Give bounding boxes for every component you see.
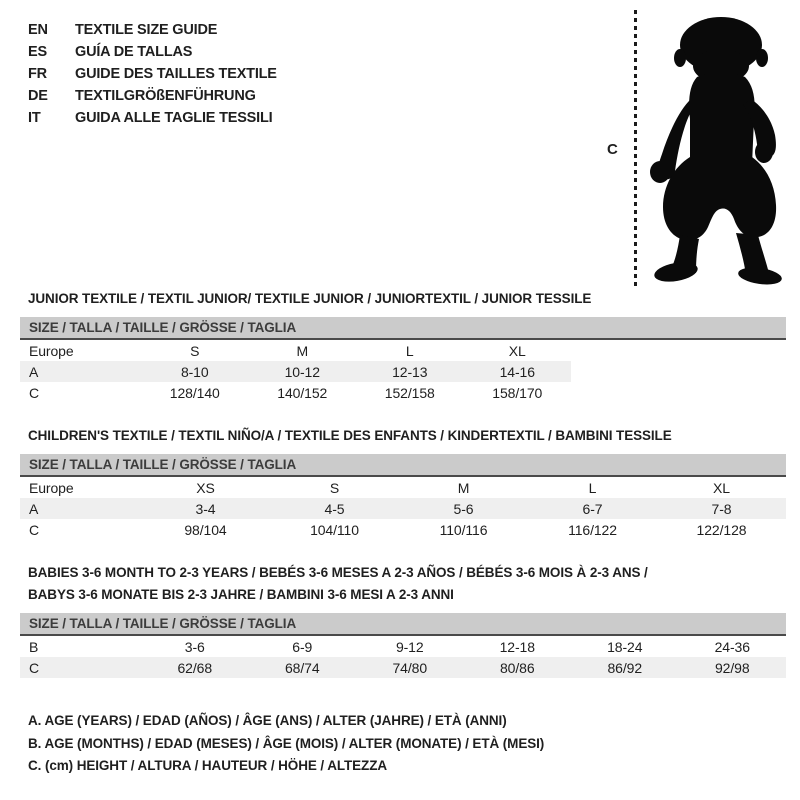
- row-label: A: [20, 361, 141, 382]
- size-value-cell: M: [457, 479, 470, 496]
- row-label: B: [29, 638, 39, 655]
- row-label: A: [20, 498, 141, 519]
- guide-title: TEXTILE SIZE GUIDE: [75, 22, 218, 38]
- guide-title: GUIDE DES TAILLES TEXTILE: [75, 66, 277, 82]
- language-code: IT: [28, 110, 41, 126]
- size-table-row: [20, 498, 786, 519]
- size-table: [20, 636, 786, 678]
- height-measure-dotted-line: [634, 10, 637, 288]
- section-heading-line: JUNIOR TEXTILE / TEXTIL JUNIOR/ TEXTILE JUNIOR / JUNIORTEXTIL / JUNIOR TESSILE: [28, 291, 592, 306]
- language-code: ES: [28, 44, 47, 60]
- section-list: [20, 288, 786, 678]
- guide-title: GUIDA ALLE TAGLIE TESSILI: [75, 110, 273, 126]
- size-value-cell: 12-13: [356, 361, 464, 382]
- size-value-cell: 104/110: [310, 521, 359, 538]
- size-value-cell: 7-8: [657, 498, 786, 519]
- size-value-cell: 86/92: [571, 657, 679, 678]
- size-table: [20, 477, 786, 540]
- size-value-cell: 116/122: [568, 521, 617, 538]
- section-heading-line: CHILDREN'S TEXTILE / TEXTIL NIÑO/A / TEXTILE DES ENFANTS / KINDERTEXTIL / BAMBINI TESSILE: [28, 428, 672, 443]
- language-row: [28, 85, 277, 107]
- size-value-cell: 152/158: [384, 384, 435, 401]
- note-line: C. (cm) HEIGHT / ALTURA / HAUTEUR / HÖHE / ALTEZZA: [28, 758, 387, 773]
- size-value-cell: 62/68: [141, 657, 249, 678]
- section-heading-line: BABYS 3-6 MONATE BIS 2-3 JAHRE / BAMBINI 3-6 MESI A 2-3 ANNI: [28, 587, 454, 602]
- size-value-cell: 140/152: [277, 384, 328, 401]
- legend-notes: [28, 710, 786, 778]
- measurement-figure: [603, 8, 793, 292]
- section-heading-line: BABIES 3-6 MONTH TO 2-3 YEARS / BEBÉS 3-6 MESES A 2-3 AÑOS / BÉBÉS 3-6 MOIS À 2-3 ANS /: [28, 565, 648, 580]
- size-table-row: [20, 340, 571, 361]
- size-value-cell: 24-36: [714, 638, 750, 655]
- size-value-cell: 3-6: [184, 638, 205, 655]
- size-value-cell: 68/74: [249, 657, 357, 678]
- size-value-cell: 10-12: [249, 361, 357, 382]
- size-value-cell: 158/170: [492, 384, 543, 401]
- note-line: A. AGE (YEARS) / EDAD (AÑOS) / ÂGE (ANS) / ALTER (JAHRE) / ETÀ (ANNI): [28, 713, 507, 728]
- size-value-cell: M: [296, 342, 309, 359]
- guide-title: TEXTILGRÖßENFÜHRUNG: [75, 88, 256, 104]
- size-section: [20, 288, 786, 403]
- size-value-cell: 74/80: [356, 657, 464, 678]
- size-value-cell: 18-24: [607, 638, 643, 655]
- language-code: EN: [28, 22, 48, 38]
- size-value-cell: L: [588, 479, 597, 496]
- row-label: C: [29, 521, 40, 538]
- language-code: DE: [28, 88, 48, 104]
- section-heading: [28, 425, 786, 447]
- size-value-cell: S: [190, 342, 200, 359]
- size-value-cell: 12-18: [499, 638, 535, 655]
- row-label: C: [29, 384, 40, 401]
- size-value-cell: 6-7: [528, 498, 657, 519]
- language-code: FR: [28, 66, 47, 82]
- size-table: [20, 340, 571, 403]
- sections: [20, 288, 786, 778]
- size-value-cell: 5-6: [399, 498, 528, 519]
- section-heading: [28, 288, 786, 310]
- row-label: C: [20, 657, 141, 678]
- row-label: Europe: [29, 342, 74, 359]
- toddler-silhouette-icon: [644, 9, 786, 285]
- language-row: [28, 41, 277, 63]
- size-value-cell: 9-12: [395, 638, 424, 655]
- size-table-row: [20, 361, 571, 382]
- size-table-row: [20, 519, 786, 540]
- size-value-cell: 8-10: [141, 361, 249, 382]
- size-value-cell: XL: [713, 479, 730, 496]
- size-value-cell: 122/128: [696, 521, 747, 538]
- size-table-row: [20, 657, 786, 678]
- size-value-cell: 4-5: [270, 498, 399, 519]
- size-value-cell: L: [405, 342, 414, 359]
- size-value-cell: XL: [508, 342, 526, 359]
- row-label: Europe: [29, 479, 74, 496]
- size-table-row: [20, 477, 786, 498]
- height-measure-label: C: [607, 141, 618, 158]
- size-value-cell: 3-4: [141, 498, 270, 519]
- size-value-cell: 128/140: [169, 384, 220, 401]
- size-value-cell: 110/116: [439, 521, 488, 538]
- language-row: [28, 63, 277, 85]
- size-section: [20, 425, 786, 540]
- language-list: [28, 19, 277, 129]
- guide-title: GUÍA DE TALLAS: [75, 44, 193, 60]
- size-value-cell: XS: [196, 479, 215, 496]
- size-value-cell: 92/98: [679, 657, 787, 678]
- size-header-bar: SIZE / TALLA / TAILLE / GRÖSSE / TAGLIA: [20, 454, 786, 477]
- size-value-cell: 98/104: [184, 521, 227, 538]
- size-value-cell: 80/86: [464, 657, 572, 678]
- language-row: [28, 19, 277, 41]
- size-value-cell: 14-16: [464, 361, 572, 382]
- language-row: [28, 107, 277, 129]
- size-value-cell: S: [329, 479, 340, 496]
- section-heading: [28, 562, 786, 606]
- size-header-bar: SIZE / TALLA / TAILLE / GRÖSSE / TAGLIA: [20, 613, 786, 636]
- size-table-row: [20, 382, 571, 403]
- size-table-row: [20, 636, 786, 657]
- size-header-bar: SIZE / TALLA / TAILLE / GRÖSSE / TAGLIA: [20, 317, 786, 340]
- note-line: B. AGE (MONTHS) / EDAD (MESES) / ÂGE (MOIS) / ALTER (MONATE) / ETÀ (MESI): [28, 735, 545, 751]
- size-section: [20, 562, 786, 678]
- size-value-cell: 6-9: [292, 638, 313, 655]
